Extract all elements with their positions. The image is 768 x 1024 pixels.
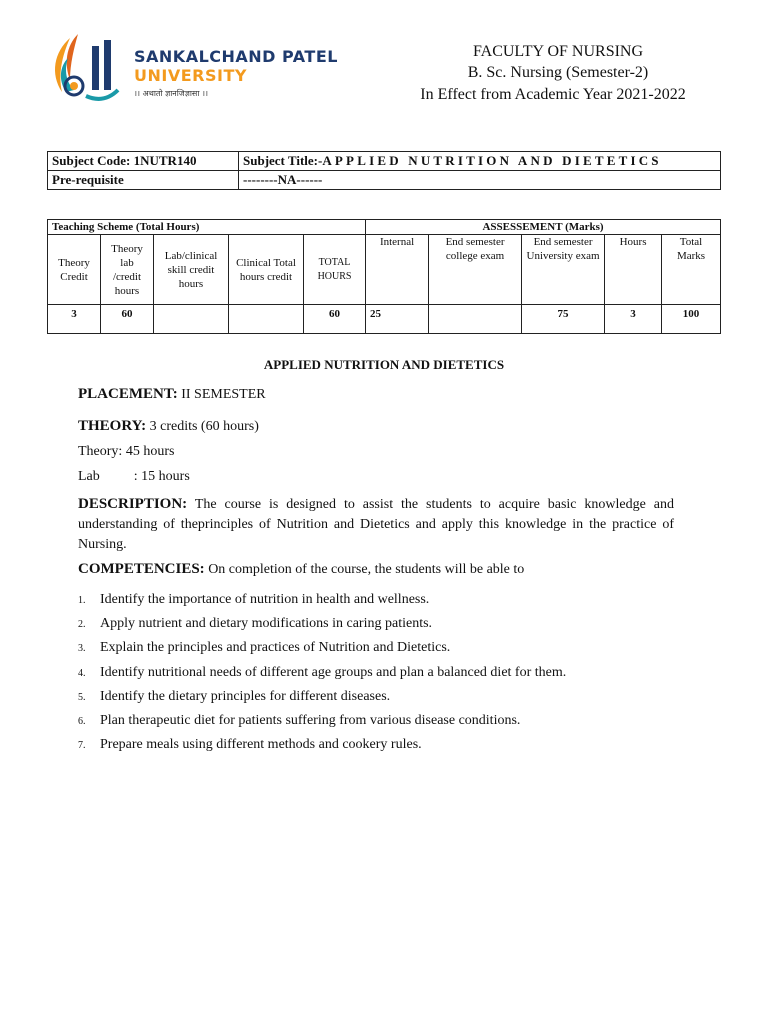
col-clinical-total: Clinical Total hours credit: [229, 235, 304, 305]
val-hours: 3: [605, 305, 662, 334]
competencies-list: [78, 588, 566, 757]
effect-year: In Effect from Academic Year 2021-2022: [420, 86, 686, 103]
assessment-header: ASSESSEMENT (Marks): [366, 220, 721, 235]
description-text: The course is designed to assist the students to acquire basic knowledge and understanding of theprinciples of Nutrition and Dietetics and apply this knowledge in the practice of Nursing.: [78, 497, 674, 552]
val-end-university: 75: [522, 305, 605, 334]
theory-line: [78, 418, 259, 435]
description-paragraph: [78, 494, 674, 555]
val-total-marks: 100: [662, 305, 721, 334]
faculty-title: FACULTY OF NURSING: [472, 43, 644, 60]
subject-code: Subject Code: 1NUTR140: [48, 152, 239, 171]
list-item-number: 3.: [78, 643, 86, 655]
list-item-number: 4.: [78, 667, 86, 679]
col-end-university: End semester University exam: [522, 235, 605, 305]
list-item-number: 1.: [78, 595, 86, 606]
placement-value: II SEMESTER: [181, 387, 266, 402]
scheme-table: [47, 219, 721, 334]
theory-label: THEORY:: [78, 418, 147, 434]
list-item-number: 5.: [78, 691, 86, 703]
university-name-line1: SANKALCHAND PATEL: [134, 47, 338, 66]
col-theory-lab: Theory lab /credit hours: [101, 235, 154, 305]
list-item-text: Identify nutritional needs of different age groups and plan a balanced diet for them.: [100, 664, 567, 680]
val-clinical-total: [229, 305, 304, 334]
subject-title-cell: [239, 152, 721, 171]
list-item-number: 6.: [78, 715, 86, 727]
col-total-marks: Total Marks: [662, 235, 721, 305]
placement-label: PLACEMENT:: [78, 386, 178, 402]
val-total-hours: 60: [304, 305, 366, 334]
prerequisite-label: Pre-requisite: [48, 171, 239, 190]
val-end-college: [429, 305, 522, 334]
col-end-college: End semester college exam: [429, 235, 522, 305]
list-item-number: 2.: [78, 619, 86, 631]
col-hours: Hours: [605, 235, 662, 305]
teaching-scheme-header: Teaching Scheme (Total Hours): [48, 220, 366, 235]
list-item: [78, 661, 566, 685]
list-item: [78, 709, 566, 733]
list-item: [78, 685, 566, 709]
lab-hours-line: [78, 469, 190, 485]
competencies-text: On completion of the course, the students will be able to: [208, 562, 525, 577]
placement-line: [78, 386, 266, 403]
prerequisite-value: --------NA------: [239, 171, 721, 190]
description-label: DESCRIPTION:: [78, 496, 188, 512]
val-lab-clinical: [154, 305, 229, 334]
list-item-text: Apply nutrient and dietary modifications in caring patients.: [100, 616, 433, 632]
list-item-text: Plan therapeutic diet for patients suffering from various disease conditions.: [100, 712, 521, 728]
subject-title-value: APPLIED NUTRITION AND DIETETICS: [322, 153, 662, 168]
subject-table: [47, 151, 721, 190]
list-item-text: Identify the importance of nutrition in health and wellness.: [100, 592, 430, 607]
col-internal: Internal: [366, 235, 429, 305]
university-motto: ।। अथातो ज्ञानजिज्ञासा ।।: [134, 89, 209, 98]
subject-title-label: Subject Title:-: [243, 153, 323, 168]
col-total-hours: TOTAL HOURS: [304, 235, 366, 305]
theory-value: 3 credits (60 hours): [149, 419, 259, 434]
university-emblem-icon: [48, 30, 132, 106]
lab-value: : 15 hours: [133, 469, 190, 484]
university-name-line2: UNIVERSITY: [134, 66, 247, 85]
lab-label: Lab: [78, 469, 100, 484]
list-item-text: Explain the principles and practices of Nutrition and Dietetics.: [100, 640, 451, 656]
col-theory-credit: Theory Credit: [48, 235, 101, 305]
university-logo: [48, 30, 338, 106]
list-item: [78, 612, 566, 636]
val-internal: 25: [366, 305, 429, 334]
list-item-text: Prepare meals using different methods and cookery rules.: [100, 737, 422, 753]
list-item: [78, 636, 566, 660]
theory-hours: Theory: 45 hours: [78, 444, 175, 459]
competencies-line: [78, 561, 524, 578]
competencies-label: COMPETENCIES:: [78, 561, 205, 577]
col-lab-clinical: Lab/clinical skill credit hours: [154, 235, 229, 305]
list-item: [78, 588, 566, 612]
program-title: B. Sc. Nursing (Semester-2): [467, 64, 649, 81]
val-theory-lab: 60: [101, 305, 154, 334]
section-title: APPLIED NUTRITION AND DIETETICS: [263, 357, 505, 372]
list-item-text: Identify the dietary principles for different diseases.: [100, 688, 391, 704]
list-item-number: 7.: [78, 740, 86, 752]
val-theory-credit: 3: [48, 305, 101, 334]
list-item: [78, 733, 566, 757]
